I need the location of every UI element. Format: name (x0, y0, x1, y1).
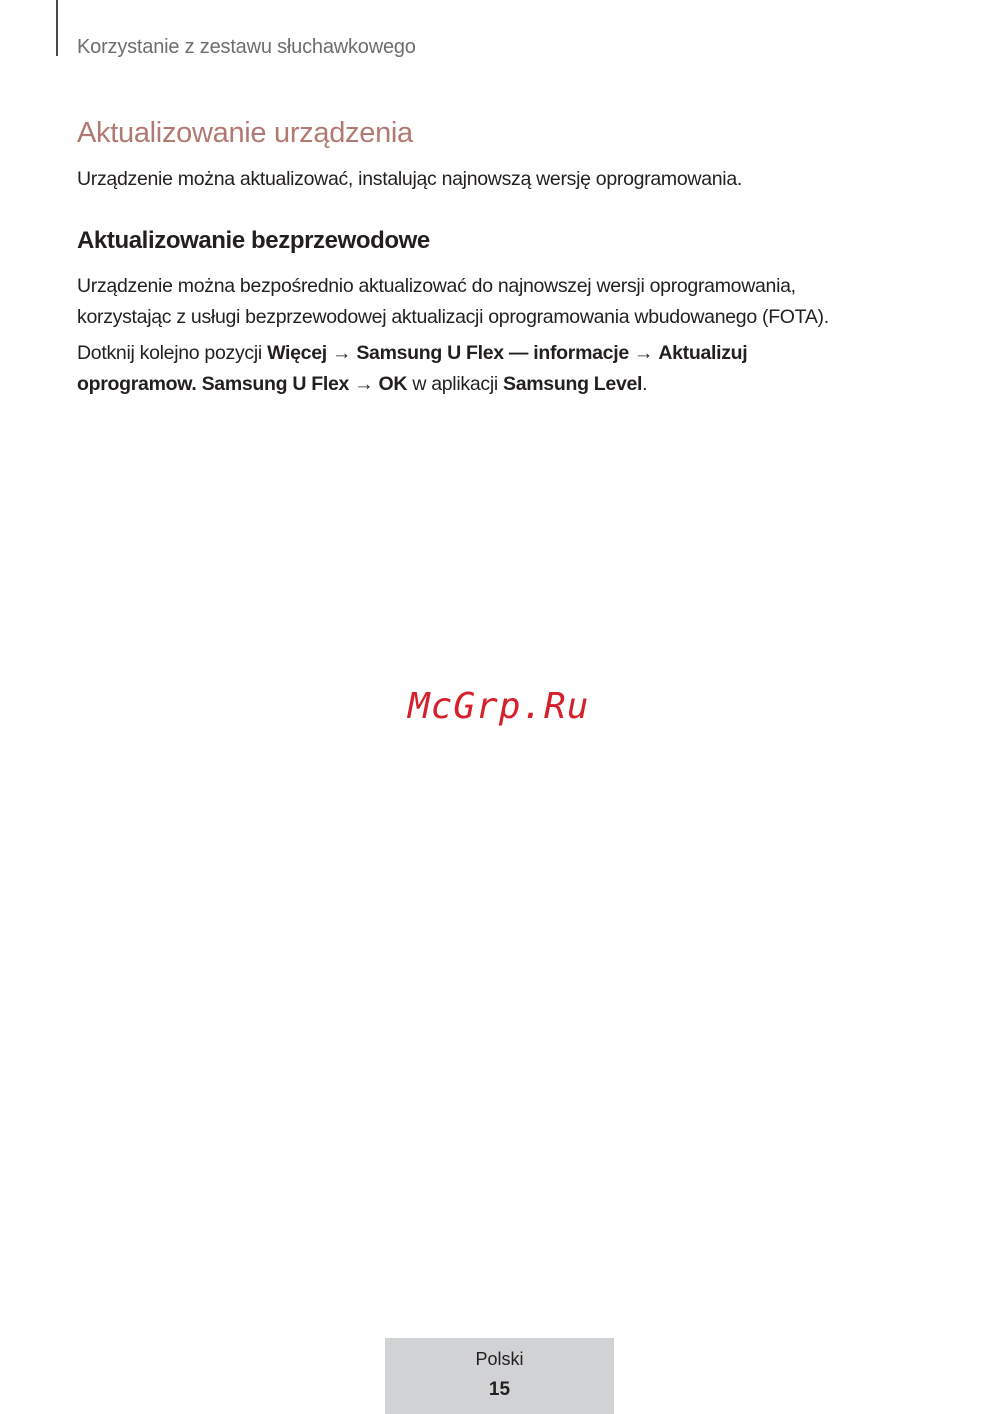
section-title: Aktualizowanie urządzenia (77, 117, 413, 149)
arrow-icon: → (628, 342, 659, 364)
arrow-icon: → (326, 342, 357, 364)
app-name: Samsung Level (503, 373, 643, 395)
watermark: McGrp.Ru (408, 686, 590, 727)
arrow-icon: → (349, 373, 379, 395)
running-header: Korzystanie z zestawu słuchawkowego (77, 36, 416, 58)
footer-language: Polski (475, 1349, 524, 1369)
menu-path-ok: OK (378, 373, 408, 395)
menu-path-update-software: oprogramow. Samsung U Flex (77, 373, 350, 395)
update-instructions-line-2 (77, 369, 937, 400)
update-instructions (77, 338, 937, 400)
header-rule (56, 0, 58, 56)
page-number: 15 (488, 1379, 511, 1400)
instruction-text: w aplikacji (407, 373, 504, 395)
section-intro: Urządzenie można aktualizować, instalując najnowszą wersję oprogramowania. (77, 168, 742, 190)
page-footer (385, 1338, 614, 1414)
instruction-text: Dotknij kolejno pozycji (77, 342, 268, 364)
fota-description-line-1: Urządzenie można bezpośrednio aktualizować do najnowszej wersji oprogramowania, (77, 275, 796, 297)
fota-description (77, 271, 937, 333)
menu-path-more: Więcej (267, 342, 327, 364)
update-instructions-line-1 (77, 338, 937, 369)
menu-path-update: Aktualizuj (658, 342, 748, 364)
instruction-period: . (642, 373, 648, 395)
menu-path-device-info: Samsung U Flex — informacje (356, 342, 629, 364)
fota-description-line-2: korzystając z usługi bezprzewodowej aktualizacji oprogramowania wbudowanego (FOTA). (77, 306, 829, 328)
subsection-title: Aktualizowanie bezprzewodowe (77, 227, 430, 254)
